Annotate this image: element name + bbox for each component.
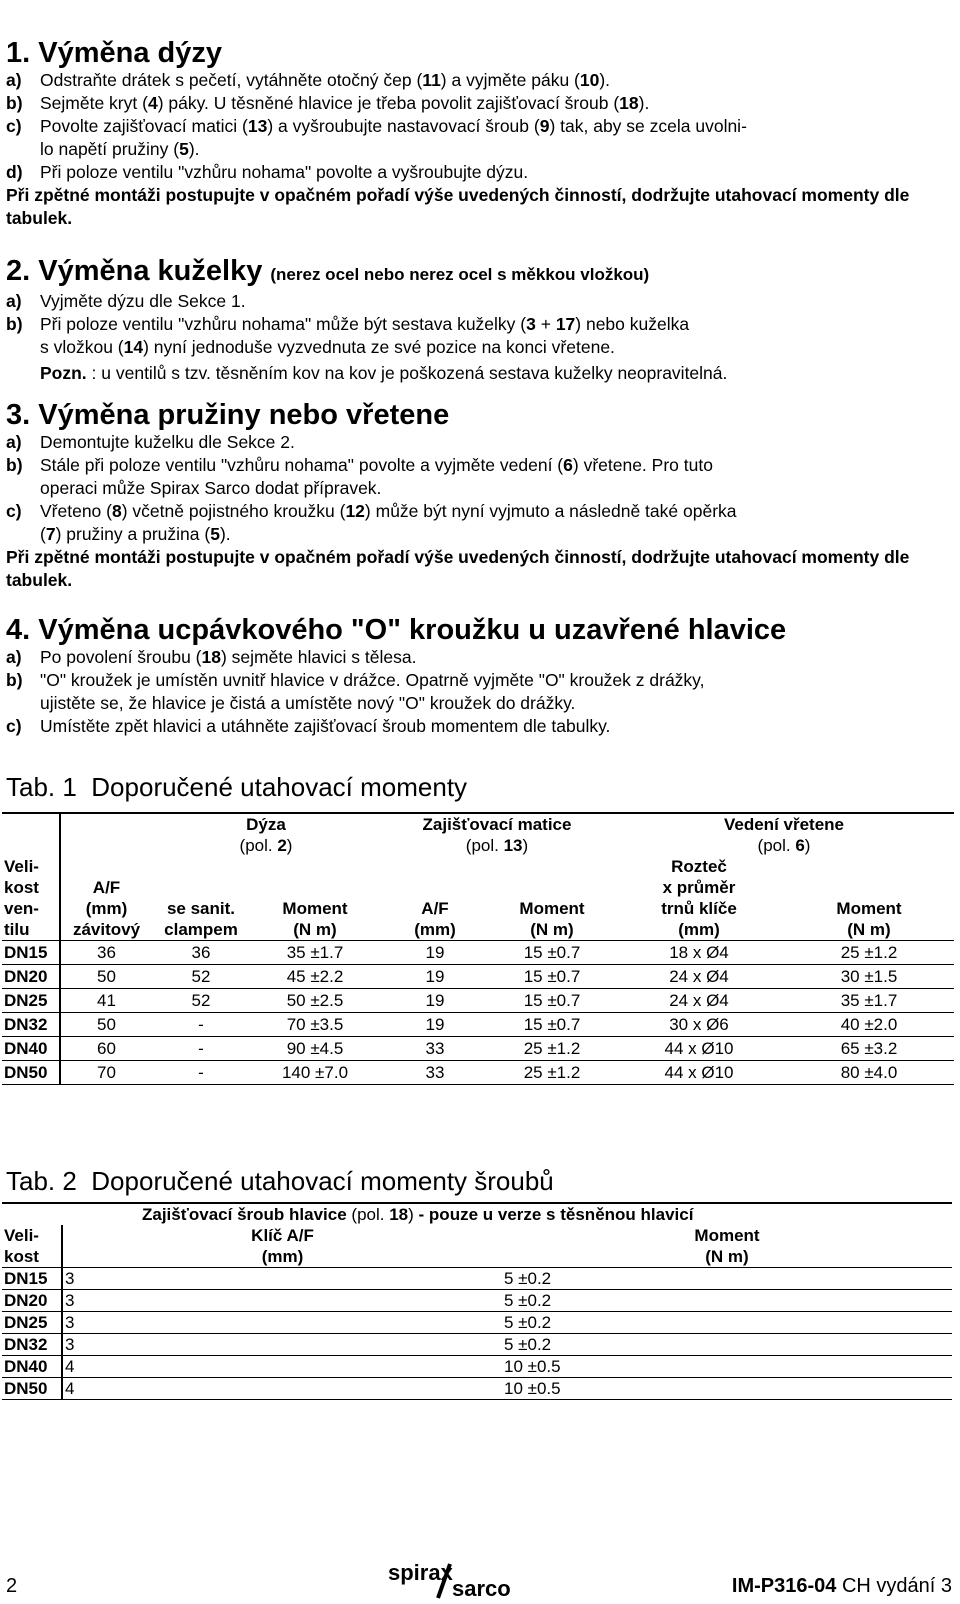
cell-moment: 5 ±0.2 — [504, 1313, 552, 1332]
header-size: Veli- kost ven- tilu — [2, 856, 60, 941]
cell-moment-nozzle: 50 ±2.5 — [286, 991, 344, 1010]
cell-moment: 10 ±0.5 — [504, 1357, 561, 1376]
header-sanitary: se sanit. clampem — [164, 899, 238, 939]
cell-pitch: 18 x Ø4 — [669, 943, 729, 962]
header-af-2: A/F (mm) — [414, 899, 456, 939]
table-2-title: Tab. 2 Doporučené utahovací momenty šroubů — [6, 1166, 554, 1196]
cell-af-nut: 19 — [425, 1015, 445, 1034]
table-row — [2, 1334, 952, 1356]
cell-sanitary: 52 — [191, 967, 211, 986]
table-row — [2, 1312, 952, 1334]
header-moment-2: Moment (N m) — [519, 899, 585, 939]
page-number: 2 — [6, 1575, 18, 1597]
cell-moment: 5 ±0.2 — [504, 1291, 552, 1310]
header-key-af: Klíč A/F (mm) — [251, 1226, 314, 1266]
svg-text:sarco: sarco — [452, 1576, 511, 1600]
reassembly-warning-3: Při zpětné montáži postupujte v opačném pořadí výše uvedených činností, dodržujte utahovací momenty dle tabulek. — [6, 547, 910, 590]
reassembly-warning-1: Při zpětné montáži postupujte v opačném pořadí výše uvedených činností, dodržujte utahovací momenty dle tabulek. — [6, 185, 910, 228]
cell-moment-nut: 15 ±0.7 — [523, 991, 581, 1010]
cell-af-nut: 19 — [425, 943, 445, 962]
group-stem-guide: Vedení vřetene (pol. 6) — [723, 815, 844, 855]
cell-key-af: 3 — [65, 1291, 75, 1310]
group-lock-nut: Zajišťovací matice (pol. 13) — [422, 815, 572, 855]
svg-text:spirax: spirax — [388, 1560, 453, 1585]
table-row — [2, 989, 954, 1013]
cell-moment-nozzle: 70 ±3.5 — [286, 1015, 344, 1034]
step-4c: c) Umístěte zpět hlavici a utáhněte zajišťovací šroub momentem dle tabulky. — [6, 716, 611, 736]
cell-af-nut: 19 — [425, 967, 445, 986]
cell-af-nut: 33 — [425, 1039, 445, 1058]
cell-moment-nut: 25 ±1.2 — [523, 1063, 581, 1082]
step-4b: b) "O" kroužek je umístěn uvnitř hlavice v drážce. Opatrně vyjměte "O" kroužek z drážky, ujistěte se, že hlavice je čistá a umístěte nový "O" kroužek do drážky. — [6, 670, 705, 713]
torque-table-1 — [2, 812, 954, 1085]
section-2 — [6, 256, 954, 385]
header-pitch: Rozteč x průměr trnů klíče (mm) — [661, 857, 737, 939]
cell-af-thread: 70 — [97, 1063, 116, 1082]
table-row — [2, 1356, 952, 1378]
step-1b: b) Sejměte kryt (4) páky. U těsněné hlavice je třeba povolit zajišťovací šroub (18). — [6, 93, 650, 113]
cell-af-thread: 41 — [97, 991, 116, 1010]
cell-moment-guide: 30 ±1.5 — [840, 967, 898, 986]
cell-size: DN50 — [2, 1061, 60, 1085]
cell-sanitary: 36 — [191, 943, 211, 962]
cell-pitch: 24 x Ø4 — [669, 991, 729, 1010]
cell-moment-nut: 25 ±1.2 — [523, 1039, 581, 1058]
cell-size: DN50 — [2, 1378, 62, 1400]
group-nozzle: Dýza (pol. 2) — [239, 815, 293, 855]
cell-sanitary: - — [198, 1063, 204, 1082]
cell-moment-nozzle: 35 ±1.7 — [286, 943, 344, 962]
cell-af-thread: 50 — [97, 1015, 116, 1034]
section-4 — [6, 615, 954, 738]
cell-pitch: 44 x Ø10 — [664, 1063, 734, 1082]
step-1a: a) Odstraňte drátek s pečetí, vytáhněte otočný čep (11) a vyjměte páku (10). — [6, 70, 611, 90]
cell-moment-nozzle: 45 ±2.2 — [286, 967, 344, 986]
cell-moment-guide: 35 ±1.7 — [840, 991, 898, 1010]
cell-moment: 10 ±0.5 — [504, 1379, 561, 1398]
cell-sanitary: - — [198, 1039, 204, 1058]
table-row — [2, 1268, 952, 1290]
section-4-heading: 4. Výměna ucpávkového "O" kroužku u uzavřené hlavice — [6, 614, 787, 646]
cell-pitch: 44 x Ø10 — [664, 1039, 734, 1058]
cell-moment-guide: 25 ±1.2 — [840, 943, 898, 962]
cell-size: DN20 — [2, 965, 60, 989]
cell-size: DN15 — [2, 941, 60, 965]
table-row — [2, 1013, 954, 1037]
cell-sanitary: - — [198, 1015, 204, 1034]
table-row — [2, 1061, 954, 1085]
step-4a: a) Po povolení šroubu (18) sejměte hlavici s tělesa. — [6, 647, 417, 667]
table-row — [2, 941, 954, 965]
cell-size: DN40 — [2, 1356, 62, 1378]
cell-key-af: 3 — [65, 1335, 75, 1354]
section-2-heading: 2. Výměna kuželky (nerez ocel nebo nerez ocel s měkkou vložkou) — [6, 255, 650, 287]
table-row — [2, 965, 954, 989]
header-af-thread: A/F (mm) závitový — [72, 878, 141, 939]
table-row — [2, 1290, 952, 1312]
cell-af-nut: 19 — [425, 991, 445, 1010]
cell-key-af: 4 — [65, 1357, 75, 1376]
cell-moment-guide: 40 ±2.0 — [840, 1015, 898, 1034]
cell-moment-nut: 15 ±0.7 — [523, 1015, 581, 1034]
cell-moment-nut: 15 ±0.7 — [523, 943, 581, 962]
table-row — [2, 1037, 954, 1061]
cell-key-af: 4 — [65, 1379, 75, 1398]
cell-key-af: 3 — [65, 1269, 75, 1288]
cell-moment-nozzle: 90 ±4.5 — [286, 1039, 344, 1058]
cell-size: DN32 — [2, 1013, 60, 1037]
cell-moment-nut: 15 ±0.7 — [523, 967, 581, 986]
cell-af-thread: 50 — [97, 967, 116, 986]
header-moment-3: Moment (N m) — [836, 899, 902, 939]
section-1 — [6, 38, 954, 230]
cell-sanitary: 52 — [191, 991, 211, 1010]
step-1d: d) Při poloze ventilu "vzhůru nohama" povolte a vyšroubujte dýzu. — [6, 162, 529, 182]
cell-moment-guide: 65 ±3.2 — [840, 1039, 898, 1058]
header-size-2: Veli- kost — [2, 1225, 62, 1268]
group-cover-screw: Zajišťovací šroub hlavice (pol. 18) - pouze u verze s těsněnou hlavicí — [142, 1205, 694, 1224]
cell-key-af: 3 — [65, 1313, 75, 1332]
cell-pitch: 24 x Ø4 — [669, 967, 729, 986]
note-2: Pozn. : u ventilů s tzv. těsněním kov na kov je poškozená sestava kuželky neopravitelná. — [40, 363, 728, 383]
step-1c: c) Povolte zajišťovací matici (13) a vyšroubujte nastavovací šroub (9) tak, aby se zcela uvolni- lo napětí pružiny (5). — [6, 116, 747, 159]
cell-moment: 5 ±0.2 — [504, 1335, 552, 1354]
table-1-title: Tab. 1 Doporučené utahovací momenty — [6, 772, 468, 802]
cell-af-nut: 33 — [425, 1063, 445, 1082]
step-2a: a) Vyjměte dýzu dle Sekce 1. — [6, 291, 246, 311]
cell-af-thread: 60 — [97, 1039, 116, 1058]
section-3-heading: 3. Výměna pružiny nebo vřetene — [6, 399, 450, 431]
cell-moment: 5 ±0.2 — [504, 1269, 552, 1288]
cell-size: DN15 — [2, 1268, 62, 1290]
header-moment-t2: Moment (N m) — [694, 1226, 760, 1266]
step-2b: b) Při poloze ventilu "vzhůru nohama" může být sestava kuželky (3 + 17) nebo kuželka s vložkou (14) nyní jednoduše vyzvednuta ze své pozice na konci vřetene. — [6, 314, 690, 357]
cell-size: DN25 — [2, 1312, 62, 1334]
cell-size: DN40 — [2, 1037, 60, 1061]
cell-pitch: 30 x Ø6 — [669, 1015, 729, 1034]
section-3 — [6, 400, 954, 592]
cell-af-thread: 36 — [97, 943, 116, 962]
step-3a: a) Demontujte kuželku dle Sekce 2. — [6, 432, 295, 452]
cell-size: DN32 — [2, 1334, 62, 1356]
cell-size: DN25 — [2, 989, 60, 1013]
spirax-sarco-logo — [386, 1560, 556, 1600]
torque-table-2 — [2, 1202, 952, 1400]
cell-moment-guide: 80 ±4.0 — [840, 1063, 898, 1082]
header-moment-1: Moment (N m) — [282, 899, 348, 939]
table-row — [2, 1378, 952, 1400]
step-3c: c) Vřeteno (8) včetně pojistného kroužku (12) může být nyní vyjmuto a následně také opěrka (7) pružiny a pružina (5). — [6, 501, 737, 544]
section-1-heading: 1. Výměna dýzy — [6, 37, 223, 69]
cell-size: DN20 — [2, 1290, 62, 1312]
document-id: IM-P316-04 CH vydání 3 — [731, 1575, 952, 1597]
cell-moment-nozzle: 140 ±7.0 — [281, 1063, 349, 1082]
step-3b: b) Stále při poloze ventilu "vzhůru nohama" povolte a vyjměte vedení (6) vřetene. Pro tuto operaci může Spirax Sarco dodat přípravek. — [6, 455, 713, 498]
